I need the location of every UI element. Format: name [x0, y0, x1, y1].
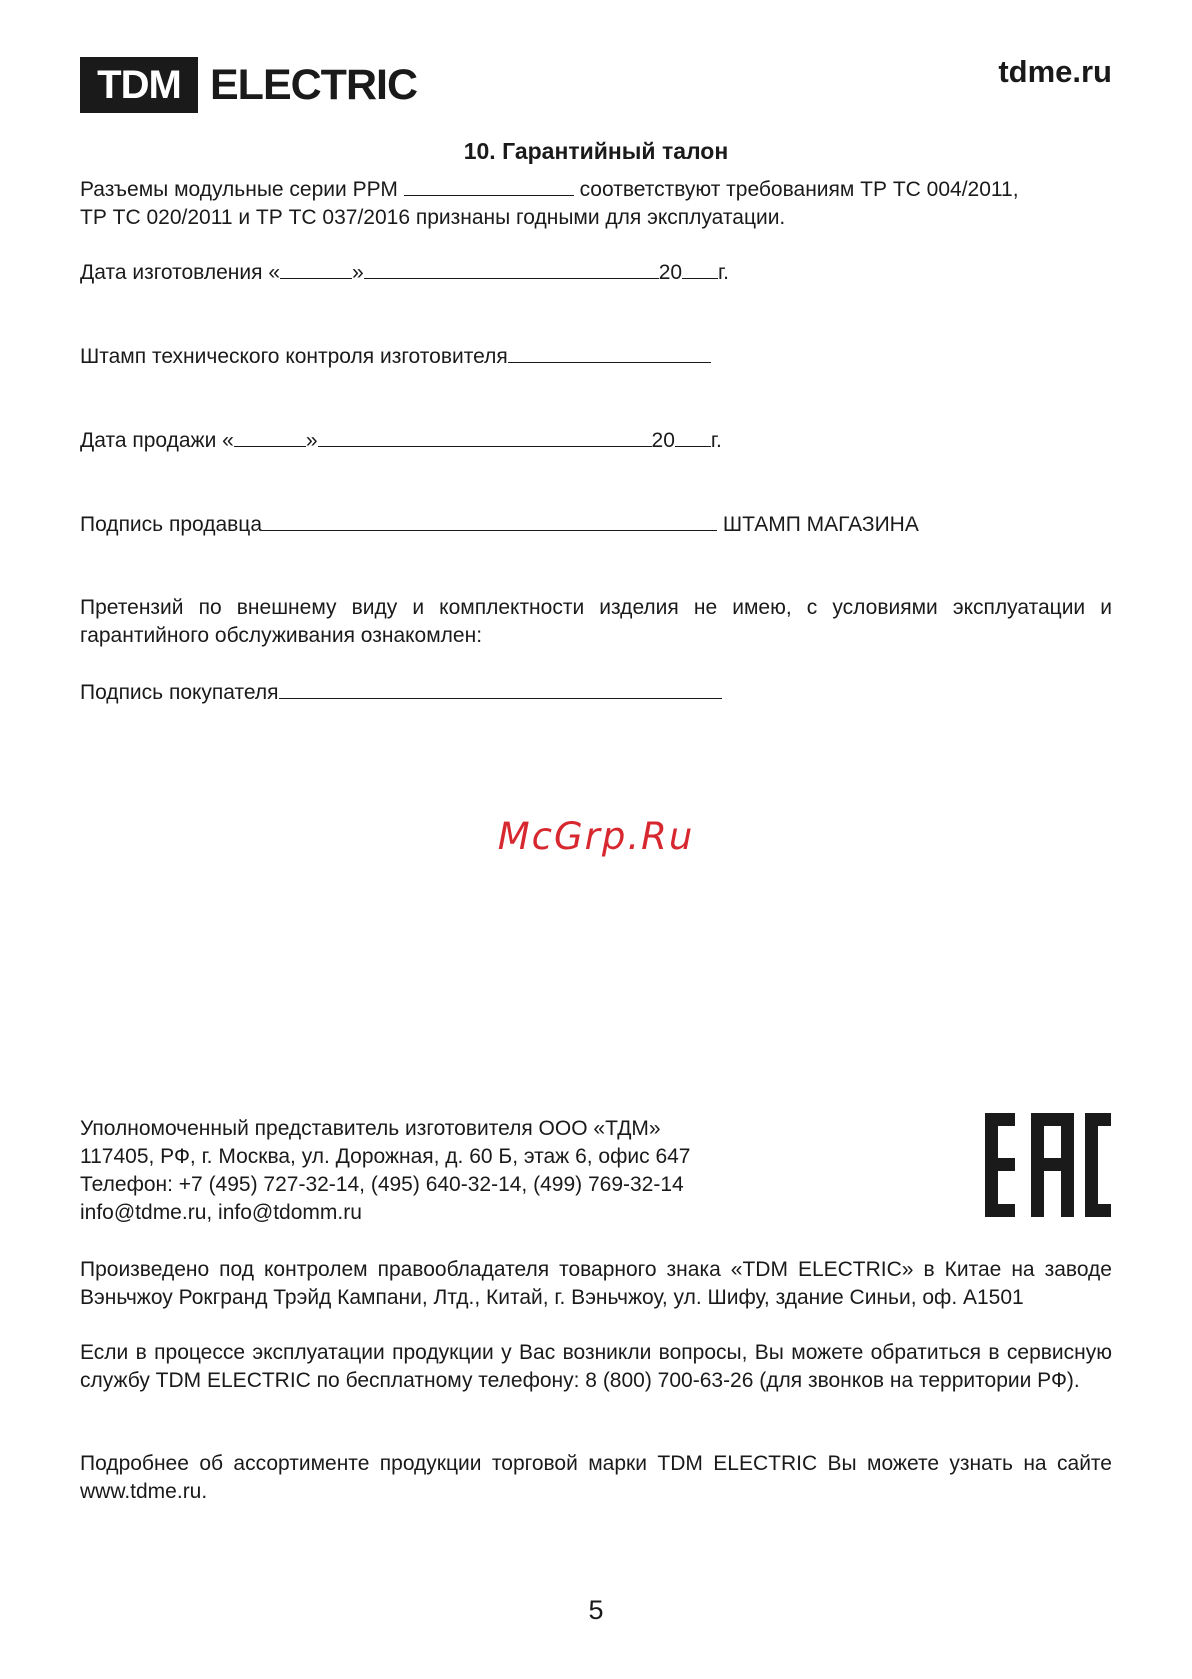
intro-series-text: Разъемы модульные серии РРМ: [80, 178, 398, 201]
year-prefix: 20: [651, 429, 675, 452]
intro-line-2: ТР ТС 020/2011 и ТР ТС 037/2016 признаны годными для эксплуатации.: [80, 206, 786, 229]
rep-line-2: 117405, РФ, г. Москва, ул. Дорожная, д. 60 Б, этаж 6, офис 647: [80, 1145, 691, 1168]
sale-year-blank: [675, 428, 711, 447]
seller-signature-label: Подпись продавца: [80, 513, 263, 536]
rep-line-4: info@tdme.ru, info@tdomm.ru: [80, 1201, 362, 1224]
quote-close: »: [352, 261, 364, 284]
seller-signature-row: [80, 511, 919, 539]
claims-text: Претензий по внешнему виду и комплектности изделия не имею, с условиями эксплуатации и гарантийного обслуживания ознакомлен:: [80, 596, 1112, 647]
sale-date-label: Дата продажи «: [80, 429, 234, 452]
manufacture-month-blank: [364, 260, 659, 279]
watermark: McGrp.Ru: [497, 815, 695, 858]
sale-day-blank: [234, 428, 306, 447]
stamp-row: [80, 343, 711, 371]
manufacture-year-blank: [682, 260, 718, 279]
shop-stamp-label: ШТАМП МАГАЗИНА: [722, 513, 919, 536]
logo-tdm-box: TDM: [80, 57, 198, 113]
sale-date-row: [80, 427, 722, 455]
sale-month-blank: [318, 428, 652, 447]
logo-electric-word: ELECTRIC: [210, 61, 417, 109]
seller-signature-blank: [262, 512, 717, 531]
quote-close: »: [305, 429, 318, 452]
intro-compliance-text: соответствуют требованиям ТР ТС 004/2011,: [579, 178, 1019, 201]
more-info-text: Подробнее об ассортименте продукции торговой марки TDM ELECTRIC Вы можете узнать на сайте www.tdme.ru.: [80, 1452, 1112, 1503]
page-title: 10. Гарантийный талон: [463, 138, 729, 164]
buyer-signature-row: [80, 679, 722, 707]
stamp-label: Штамп технического контроля изготовителя: [80, 345, 508, 368]
service-text: Если в процессе эксплуатации продукции у Вас возникли вопросы, Вы можете обратиться в сервисную службу TDM ELECTRIC по бесплатному телефону: 8 (800) 700-63-26 (для звонков на территории РФ).: [80, 1341, 1112, 1392]
manufacture-date-label: Дата изготовления «: [80, 261, 280, 284]
manufacture-day-blank: [280, 260, 352, 279]
intro-line-1: [80, 176, 1019, 204]
produced-text: Произведено под контролем правообладателя товарного знака «TDM ELECTRIC» в Китае на заводе Вэньчжоу Рокгранд Трэйд Кампани, Лтд., Китай, г. Вэньчжоу, ул. Шифу, здание Синьи, оф. А1501: [80, 1258, 1112, 1309]
site-url: tdme.ru: [998, 54, 1112, 89]
rep-line-1: Уполномоченный представитель изготовителя ООО «ТДМ»: [80, 1117, 661, 1140]
buyer-signature-label: Подпись покупателя: [80, 681, 279, 704]
stamp-blank: [508, 344, 711, 363]
year-suffix: г.: [718, 261, 729, 284]
rep-line-3: Телефон: +7 (495) 727-32-14, (495) 640-32-14, (499) 769-32-14: [80, 1173, 684, 1196]
year-suffix: г.: [710, 429, 722, 452]
eac-mark: [985, 1113, 1111, 1217]
page-number: 5: [588, 1595, 604, 1625]
buyer-signature-blank: [279, 680, 722, 699]
manufacture-date-row: [80, 259, 729, 287]
series-blank: [404, 177, 574, 196]
year-prefix: 20: [658, 261, 683, 284]
